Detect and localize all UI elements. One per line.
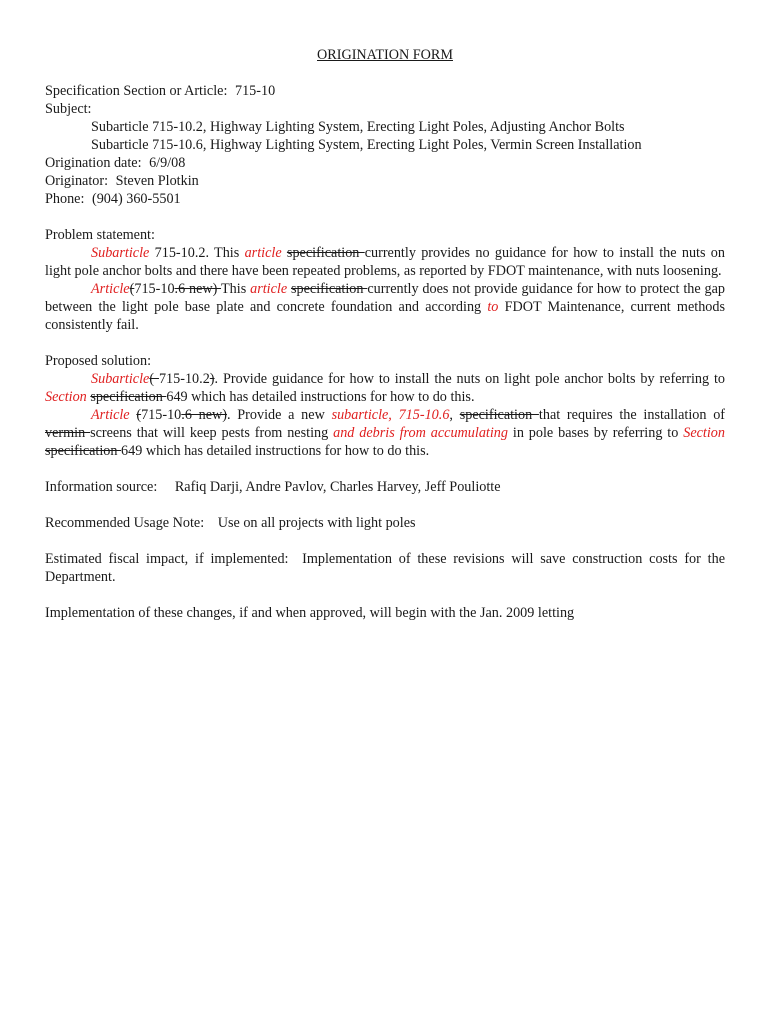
revision-insert: Section xyxy=(683,425,725,441)
revision-deletion: ( xyxy=(149,371,159,387)
implementation-statement: Implementation of these changes, if and when approved, will begin with the Jan. 2009 letting xyxy=(45,605,575,621)
revision-insert: Subarticle xyxy=(91,371,150,387)
phone-label: Phone: xyxy=(45,191,85,207)
body-text: that requires the installation of xyxy=(538,407,726,423)
body-text: , xyxy=(449,407,460,423)
revision-insert: subarticle, 715-10.6 xyxy=(331,407,450,423)
revision-insert: to xyxy=(487,299,499,315)
body-text: 715-10.2 xyxy=(158,371,210,387)
revision-insert: article xyxy=(244,245,282,261)
body-text: in pole bases by referring to xyxy=(508,425,684,441)
subject-label: Subject: xyxy=(45,101,92,117)
originator-line xyxy=(45,172,725,190)
form-title: ORIGINATION FORM xyxy=(317,47,453,63)
body-text: 649 which has detailed instructions for how to do this. xyxy=(121,443,430,459)
revision-deletion: specification xyxy=(291,281,368,297)
usage-note-line xyxy=(45,514,725,532)
body-text: 715-10 xyxy=(134,281,175,297)
solution-heading: Proposed solution: xyxy=(45,353,152,369)
revision-insert: Article xyxy=(91,281,130,297)
body-text: currently does not provide guidance for how to protect the gap between the light pole base plate and concrete foundation and according xyxy=(45,281,726,315)
body-text: FDOT Maintenance, current methods consistently fail. xyxy=(45,299,725,333)
revision-deletion: ( xyxy=(129,281,135,297)
revision-deletion: vermin xyxy=(45,425,91,441)
revision-insert: article xyxy=(250,281,288,297)
originator-label: Originator: xyxy=(45,173,109,189)
spec-section-line xyxy=(45,82,725,100)
problem-paragraph-2 xyxy=(45,280,725,334)
phone-value: (904) 360-5501 xyxy=(91,191,181,207)
revision-insert: Subarticle xyxy=(91,245,150,261)
subject-item: Subarticle 715-10.2, Highway Lighting System, Erecting Light Poles, Adjusting Anchor Bolts xyxy=(91,119,625,135)
spec-section-label: Specification Section or Article: xyxy=(45,83,228,99)
originator-value: Steven Plotkin xyxy=(115,173,199,189)
fiscal-impact-value: Implementation of these revisions will save construction costs for the Department. xyxy=(45,551,726,585)
fiscal-impact xyxy=(45,550,725,586)
body-text: This xyxy=(221,281,251,297)
origination-date-label: Origination date: xyxy=(45,155,142,171)
info-source-label: Information source: xyxy=(45,479,158,495)
origination-date-line xyxy=(45,154,725,172)
problem-heading: Problem statement: xyxy=(45,227,155,243)
revision-deletion: specification xyxy=(459,407,539,423)
revision-insert: Section xyxy=(45,389,87,405)
solution-paragraph-2 xyxy=(45,406,725,460)
spec-section-value: 715-10 xyxy=(234,83,276,99)
body-text: 715-10 xyxy=(141,407,182,423)
revision-deletion: ( xyxy=(136,407,142,423)
revision-deletion: ) xyxy=(209,371,215,387)
body-text: . Provide guidance for how to install the nuts on light pole anchor bolts by referring to xyxy=(214,371,725,387)
revision-deletion: .6 new) xyxy=(174,281,222,297)
problem-paragraph-1 xyxy=(45,244,725,280)
fiscal-impact-label: Estimated fiscal impact, if implemented: xyxy=(45,551,289,567)
body-text: currently provides no guidance for how to install the nuts on light pole anchor bolts and there have been repeated problems, as reported by FDOT maintenance, with nuts loosening. xyxy=(45,245,725,279)
usage-note-value: Use on all projects with light poles xyxy=(217,515,416,531)
revision-deletion: specification xyxy=(90,389,167,405)
revision-insert: and debris from accumulating xyxy=(333,425,508,441)
origination-form xyxy=(45,46,725,622)
revision-insert: Article xyxy=(91,407,130,423)
revision-deletion: .6 new) xyxy=(181,407,228,423)
revision-deletion: specification xyxy=(286,245,365,261)
body-text: 649 which has detailed instructions for how to do this. xyxy=(166,389,475,405)
subject-item: Subarticle 715-10.6, Highway Lighting System, Erecting Light Poles, Vermin Screen Installation xyxy=(91,137,642,153)
body-text: screens that will keep pests from nesting xyxy=(90,425,334,441)
usage-note-label: Recommended Usage Note: xyxy=(45,515,205,531)
origination-date-value: 6/9/08 xyxy=(149,155,186,171)
solution-paragraph-1 xyxy=(45,370,725,406)
revision-deletion: specification xyxy=(45,443,122,459)
body-text: . Provide a new xyxy=(227,407,332,423)
phone-line xyxy=(45,190,725,208)
body-text: 715-10.2. This xyxy=(149,245,245,261)
info-source-value: Rafiq Darji, Andre Pavlov, Charles Harvey, Jeff Pouliotte xyxy=(174,479,501,495)
info-source-line xyxy=(45,478,725,496)
